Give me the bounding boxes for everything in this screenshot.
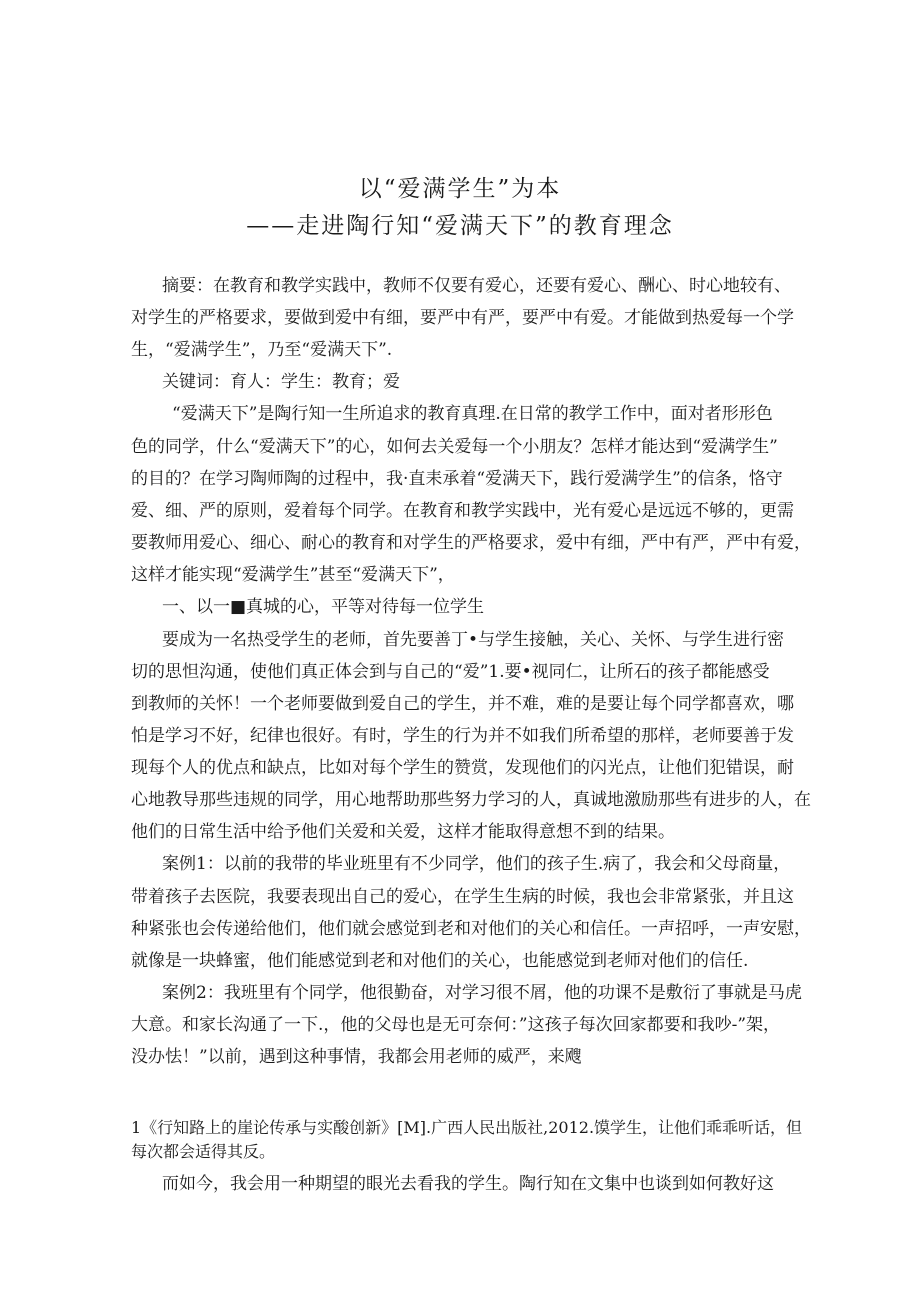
body-line: 切的思怛沟通，使他们真正体会到与自己的“爱”1.要•视同仁，让所石的孩子都能感受 (131, 662, 770, 682)
case-line: 没办怯！”以前，遇到这种事情，我都会用老师的威严，来飕 (131, 1047, 582, 1067)
keywords-line: 关键词：育人：学生：教育；爱 (162, 372, 400, 392)
body-line: 现每个人的优点和缺点，比如对每个学生的赞赏，发现他们的闪光点，让他们犯错误，耐 (131, 758, 794, 778)
body-line: 的目的？在学习陶师陶的过程中，我·直耒承着“爱满天下，践行爱满学生”的信条，恪守 (131, 469, 783, 489)
footnote-line: 1《行知路上的崖论传承与实酸创新》[M].广西人民出版社,2012.馍学生，让他们乖乖听话，但 (131, 1118, 803, 1137)
body-line: 这样才能实现“爱满学生”甚至“爱满天下”， (131, 565, 455, 585)
abstract-line: 对学生的严格要求，要做到爱中有细，要严中有严，要严中有爱。才能做到热爱每一个学 (131, 308, 794, 328)
document-title: 以“爱满学生”为本 (358, 176, 562, 202)
body-line: “爱满天下”是陶行知一生所追求的教育真理.在日常的教学工作中，面对者形形色 (172, 404, 773, 424)
abstract-line: 摘要：在教育和教学实践中，教师不仅要有爱心，还要有爱心、酬心、时心地较有、 (162, 276, 791, 296)
case-line: 就像是一块蜂蜜，他们能感觉到老和对他们的关心，也能感觉到老师对他们的信任. (131, 951, 749, 971)
footnote-line: 每次都会适得其反。 (131, 1142, 276, 1161)
body-line: 怕是学习不好，纪律也很好。有时，学生的行为并不如我们所希望的那样，老师要善于发 (131, 726, 794, 746)
body-line: 爱、细、严的原则，爱着每个同学。在教育和教学实践中，光有爱心是远远不够的，更需 (131, 501, 794, 521)
body-line: 色的同学，什么“爱满天下”的心，如何去关爱每一个小朋友？怎样才能达到“爱满学生” (131, 437, 778, 457)
abstract-line: 生，“爱满学生”，乃至“爱满天下”. (131, 340, 393, 360)
body-line: 要教师用爱心、细心、耐心的教育和对学生的严格要求，爱中有细，严中有严，严中有爱， (131, 533, 811, 553)
document-subtitle: ——走进陶行知“爱满天下”的教育理念 (246, 213, 674, 239)
body-line: 要成为一名热受学生的老师，首先要善丁•与学生接触，关心、关怀、与学生进行密 (162, 630, 785, 650)
case-line: 带着孩子去医院，我要表现出自己的爱心，在学生生病的时候，我也会非常紧张，并且这 (131, 887, 794, 907)
body-line: 心地教导那些违规的同学，用心地帮助那些努力学习的人，真诚地激励那些有进步的人，在 (131, 790, 811, 810)
case-line: 种紧张也会传递给他们，他们就会感觉到老和对他们的关心和信任。一声招呼，一声安慰， (131, 919, 811, 939)
body-line: 而如今，我会用一种期望的眼光去看我的学生。陶行知在文集中也谈到如何教好这 (162, 1174, 774, 1194)
section-heading: 一、以一■真城的心，平等对待每一位学生 (162, 597, 485, 617)
body-line: 他们的日常生活中给予他们关爱和关爱，这样才能取得意想不到的结果。 (131, 822, 675, 842)
case-line: 大意。和家长沟通了一下.，他的父母也是无可奈何：”这孩子每次回家都要和我吵-”架， (131, 1015, 781, 1035)
case-line: 案例2：我班里有个同学，他很勤奋，对学习很不屑，他的功课不是敷衍了事就是马虎 (162, 983, 802, 1003)
case-line: 案例1：以前的我带的毕业班里有不少同学，他们的孩子生.病了，我会和父母商量， (162, 854, 791, 874)
body-line: 到教师的关怀！一个老师要做到爱自己的学生，并不难，难的是要让每个同学都喜欢，哪 (131, 694, 794, 714)
